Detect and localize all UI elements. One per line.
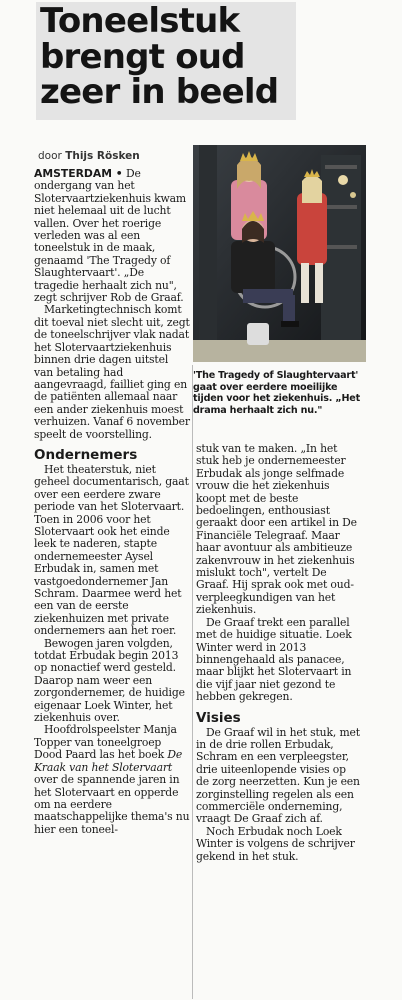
byline-prefix: door bbox=[38, 150, 62, 162]
photo-illustration bbox=[193, 145, 366, 362]
intro-text: De ondergang van het Slotervaartziekenhuis kwam niet helemaal uit de lucht vallen. Over het roerige verleden was al een toneelstuk in de maak, genaamd 'The Tragedy of Slaughtervaart'. „De tragedie herhaalt zich nu", zegt schrijver Rob de Graaf. bbox=[34, 167, 187, 305]
headline-line-1: Toneelstuk bbox=[40, 1, 240, 41]
byline bbox=[38, 150, 140, 162]
byline-author: Thijs Rösken bbox=[65, 150, 140, 162]
book-title: De Kraak van het Slotervaart bbox=[34, 748, 183, 774]
headline bbox=[36, 2, 296, 120]
paragraph: De Graaf wil in het stuk, met in de drie rollen Erbudak, Schram en een verpleegster, drie uiteenlopende visies op de zorg neerzetten. Kun je een zorginstelling regelen als een commerciële onderneming, vraagt De Graaf zich af. bbox=[196, 725, 360, 826]
dateline: AMSTERDAM • bbox=[34, 167, 123, 180]
headline-line-2: brengt oud bbox=[40, 36, 245, 77]
headline-line-3: zeer in beeld bbox=[40, 72, 279, 112]
paragraph: Bewogen jaren volgden, totdat Erbudak begin 2013 op nonactief werd gesteld. Daarop nam weer een zorgondernemer, de huidige eigenaar Loek Winter, het ziekenhuis over. bbox=[34, 636, 185, 725]
article-photo bbox=[193, 145, 366, 362]
section-heading-ondernemers: Ondernemers bbox=[34, 446, 138, 463]
column-divider bbox=[192, 365, 193, 999]
paragraph bbox=[34, 724, 190, 836]
left-column bbox=[34, 168, 190, 836]
section-heading-visies: Visies bbox=[196, 709, 241, 726]
paragraph-continued: stuk van te maken. „In het stuk heb je ondernemeester Erbudak als jonge selfmade vrouw die het ziekenhuis koopt met de beste bedoelingen, enthousiast geraakt door een artikel in De Financiële Telegraaf. Maar haar avontuur als ambitieuze zakenvrouw in het ziekenhuis mislukt toch", vertelt De Graaf. Hij sprak ook met oud-verpleegkundigen van het ziekenhuis. bbox=[196, 442, 357, 617]
paragraph: Marketingtechnisch komt dit toeval niet slecht uit, zegt de toneelschrijver vlak nadat het Slotervaartziekenhuis binnen drie dagen uitstel van betaling had aangevraagd, failliet ging en de patiënten allemaal naar een ander ziekenhuis moest verhuizen. Vanaf 6 november speelt de voorstelling. bbox=[34, 303, 190, 441]
paragraph-end-left: over de spannende jaren in het Slotervaart en opperde om na eerdere maatschappelijke thema's nu hier een toneel- bbox=[34, 773, 190, 836]
intro-paragraph bbox=[34, 168, 190, 304]
paragraph: Het theaterstuk, niet geheel documentarisch, gaat over een eerdere zware periode van het Slotervaart. Toen in 2006 voor het Slotervaart ook het einde leek te naderen, stapte ondernemeester Aysel Erbudak in, samen met vastgoedondernemer Jan Schram. Daarmee werd het een van de eerste ziekenhuizen met private ondernemers aan het roer. bbox=[34, 462, 189, 638]
paragraph-start: Hoofdrolspeelster Manja Topper van toneelgroep Dood Paard las het boek bbox=[34, 723, 177, 762]
paragraph: De Graaf trekt een parallel met de huidige situatie. Loek Winter werd in 2013 binnengehaald als panacee, maar blijkt het Slotervaart in die vijf jaar niet gezond te hebben gekregen. bbox=[196, 615, 352, 704]
photo-caption: 'The Tragedy of Slaughtervaart' gaat over eerdere moeilijke tijden voor het ziekenhuis. „Het drama herhaalt zich nu." bbox=[193, 370, 360, 416]
paragraph: Noch Erbudak noch Loek Winter is volgens de schrijver gekend in het stuk. bbox=[196, 824, 355, 863]
right-column bbox=[196, 443, 362, 863]
